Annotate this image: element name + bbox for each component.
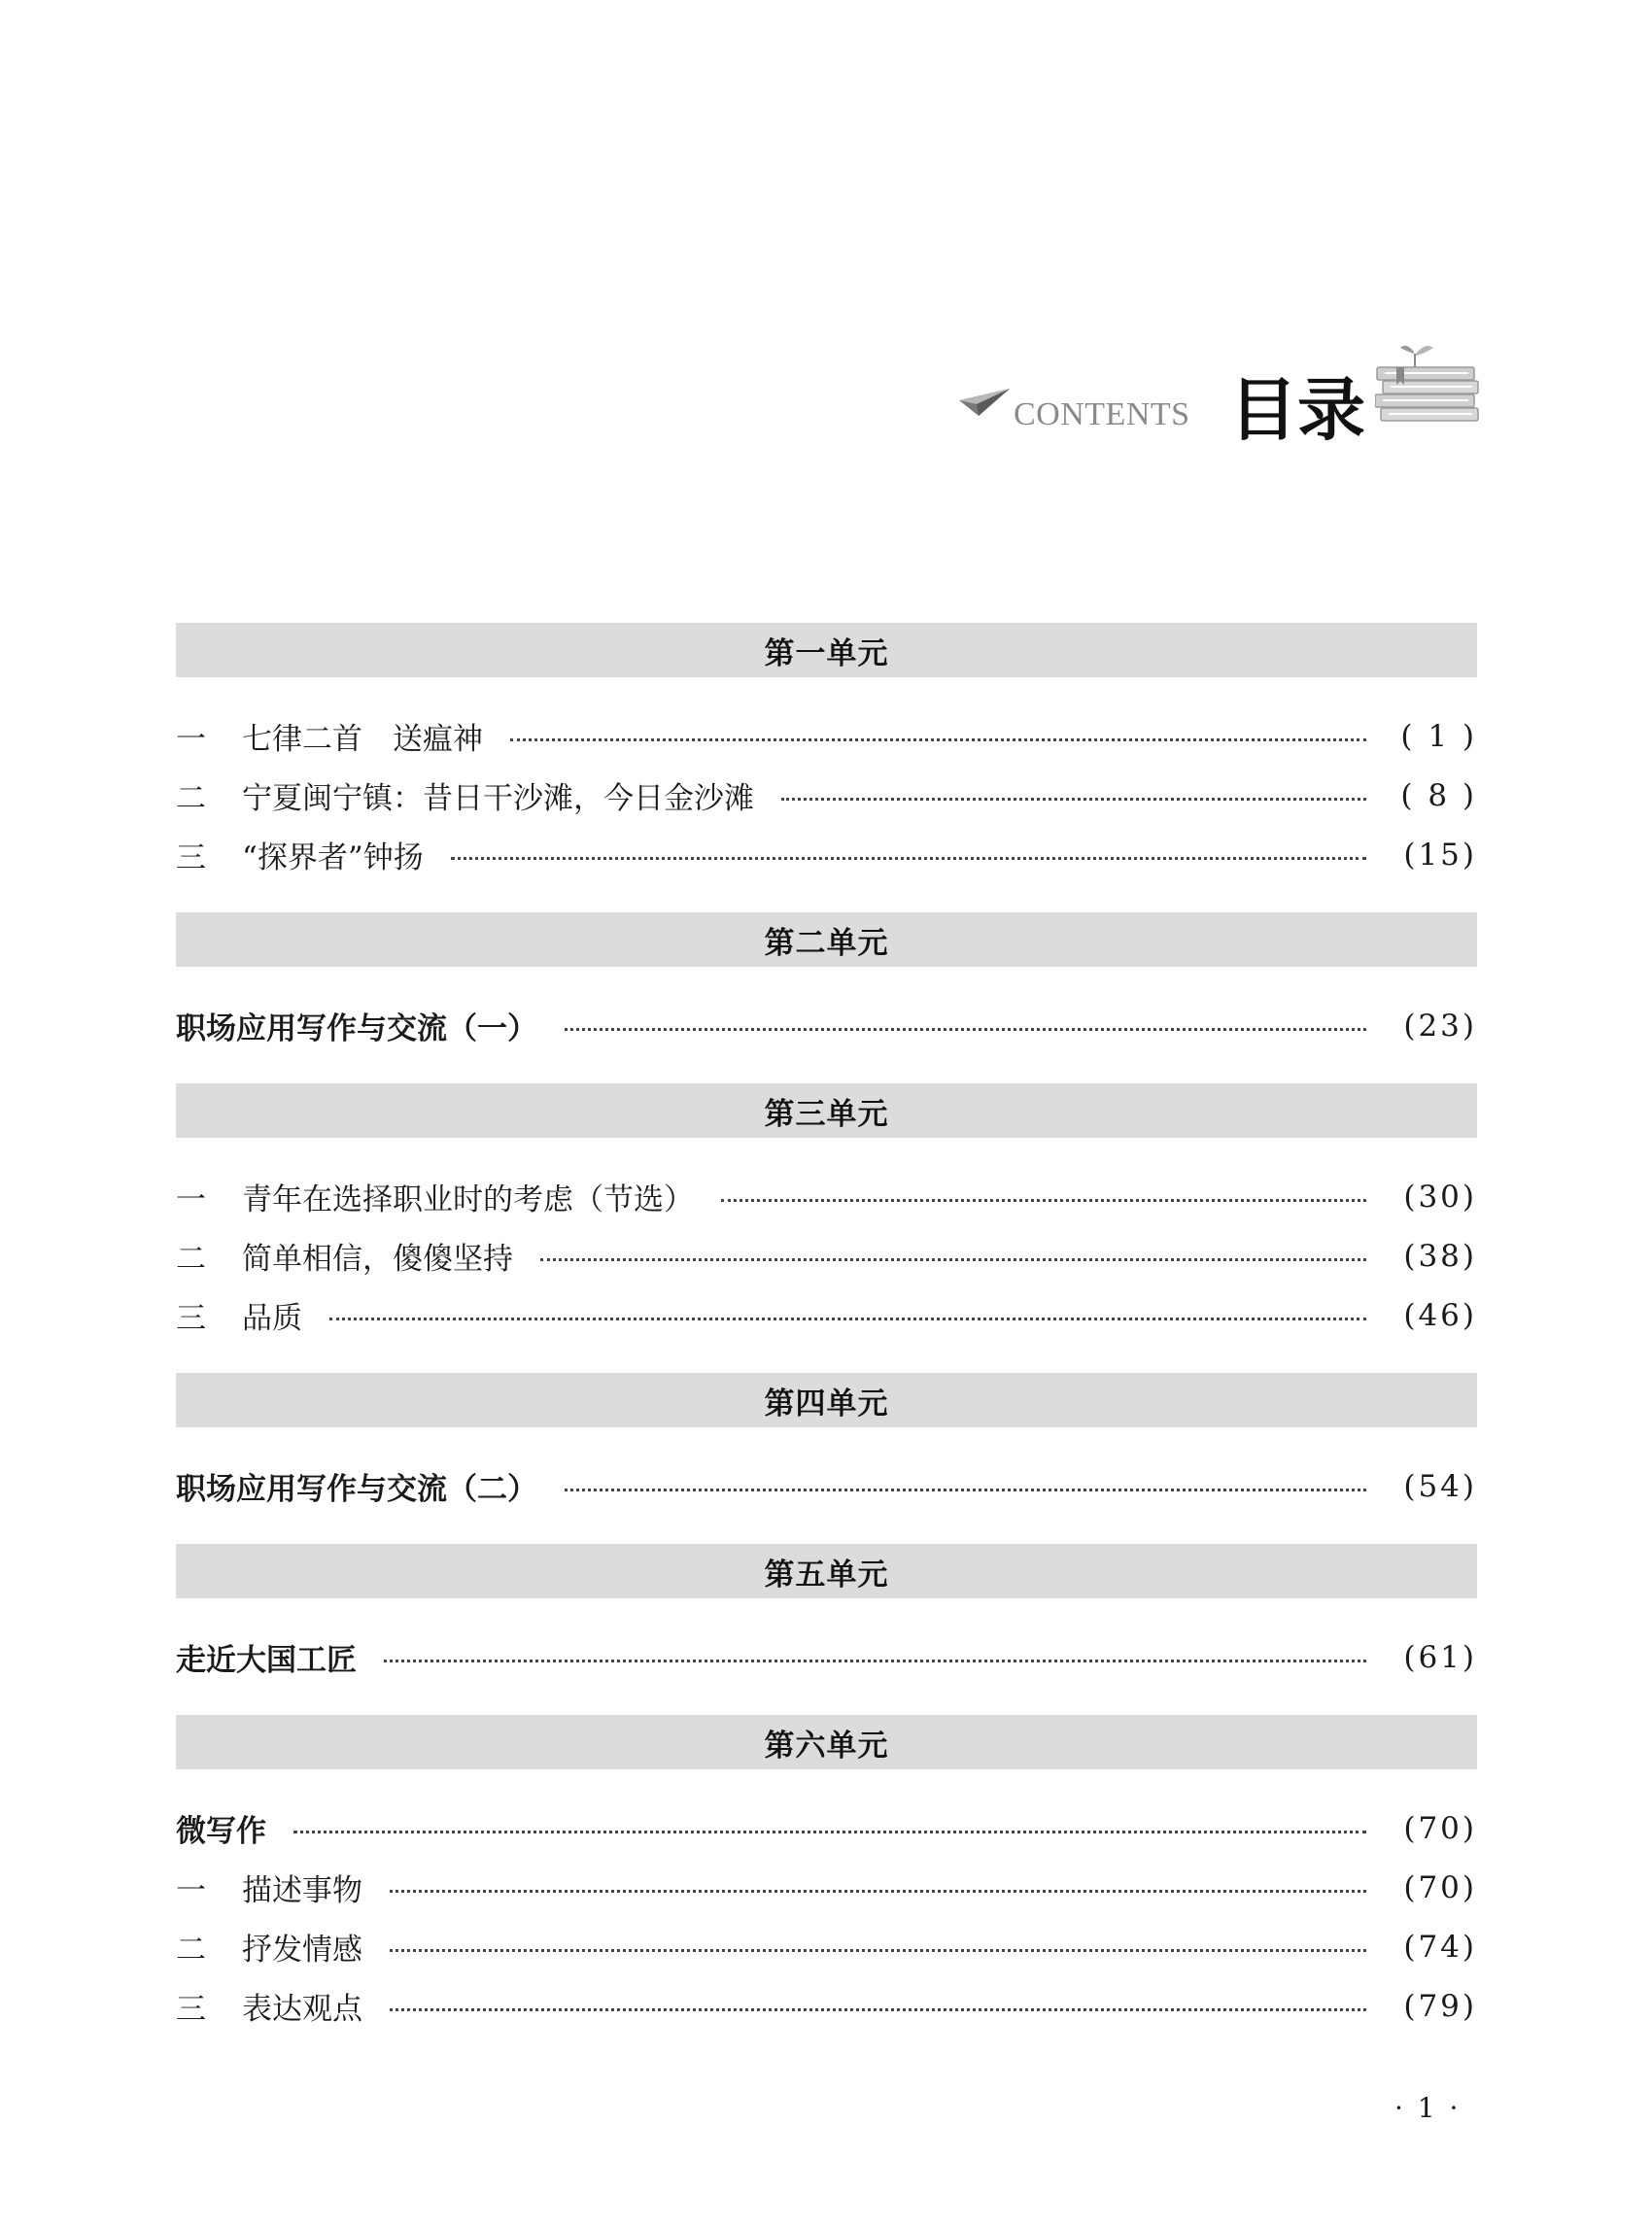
entry-number: 一 — [176, 1182, 206, 1217]
entry-page-number: (70) — [1403, 1869, 1477, 1905]
entry-page-number: (23) — [1403, 1008, 1477, 1044]
contents-label: CONTENTS — [1014, 396, 1190, 432]
book-stack-icon — [1375, 340, 1482, 437]
entry-number: 二 — [176, 1242, 206, 1277]
toc-entry[interactable] — [176, 1456, 1477, 1516]
toc-entry[interactable] — [176, 706, 1477, 766]
page-title: 目录 — [1229, 370, 1365, 450]
toc-entry[interactable] — [176, 1226, 1477, 1285]
dot-leader — [721, 1199, 1366, 1202]
table-of-contents — [176, 623, 1477, 2064]
dot-leader — [781, 798, 1366, 801]
entry-page-number: (79) — [1403, 1988, 1477, 2024]
entry-title: 描述事物 — [242, 1873, 362, 1908]
entry-page-number: (15) — [1403, 837, 1477, 873]
unit-heading: 第四单元 — [176, 1373, 1477, 1427]
toc-entry[interactable] — [176, 1627, 1477, 1687]
entry-number: 一 — [176, 722, 206, 757]
entry-title: 抒发情感 — [242, 1933, 362, 1968]
dot-leader — [510, 738, 1366, 741]
dot-leader — [384, 1660, 1366, 1662]
page-number: · 1 · — [1394, 2092, 1462, 2124]
toc-entry[interactable] — [176, 1285, 1477, 1345]
entry-page-number: (61) — [1403, 1639, 1477, 1675]
entry-number: 二 — [176, 1933, 206, 1968]
entry-page-number: ( 8 ) — [1400, 777, 1477, 813]
toc-entry[interactable] — [176, 766, 1477, 825]
entry-number: 三 — [176, 1301, 206, 1336]
toc-entry[interactable] — [176, 1858, 1477, 1917]
entry-number: 三 — [176, 1992, 206, 2027]
entry-title: 走近大国工匠 — [176, 1643, 357, 1678]
entry-title: 简单相信，傻傻坚持 — [242, 1242, 513, 1277]
toc-entry[interactable] — [176, 1976, 1477, 2036]
toc-entry[interactable] — [176, 825, 1477, 884]
toc-entry[interactable] — [176, 996, 1477, 1055]
entry-number: 一 — [176, 1873, 206, 1908]
unit-heading: 第六单元 — [176, 1715, 1477, 1769]
unit-heading: 第五单元 — [176, 1544, 1477, 1598]
entry-title: 七律二首 送瘟神 — [242, 722, 483, 757]
entry-page-number: (38) — [1403, 1238, 1477, 1274]
entry-title: 微写作 — [176, 1814, 266, 1849]
entry-title: 宁夏闽宁镇：昔日干沙滩，今日金沙滩 — [242, 781, 754, 816]
dot-leader — [390, 1890, 1366, 1893]
toc-entry[interactable] — [176, 1167, 1477, 1226]
paper-plane-icon — [957, 387, 1012, 418]
dot-leader — [293, 1831, 1366, 1833]
entry-title: 职场应用写作与交流（二） — [176, 1472, 537, 1507]
entry-title: 职场应用写作与交流（一） — [176, 1011, 537, 1046]
dot-leader — [540, 1258, 1366, 1261]
entry-page-number: (54) — [1403, 1468, 1477, 1504]
unit-heading: 第三单元 — [176, 1083, 1477, 1138]
unit-heading: 第二单元 — [176, 912, 1477, 967]
toc-entry[interactable] — [176, 1917, 1477, 1976]
entry-number: 二 — [176, 781, 206, 816]
dot-leader — [390, 1949, 1366, 1952]
dot-leader — [565, 1489, 1366, 1491]
entry-page-number: (70) — [1403, 1810, 1477, 1846]
dot-leader — [565, 1028, 1366, 1031]
toc-entry[interactable] — [176, 1798, 1477, 1858]
dot-leader — [329, 1318, 1366, 1320]
entry-page-number: (30) — [1403, 1179, 1477, 1215]
entry-page-number: ( 1 ) — [1400, 718, 1477, 754]
unit-heading: 第一单元 — [176, 623, 1477, 677]
entry-number: 三 — [176, 840, 206, 875]
dot-leader — [451, 857, 1366, 860]
entry-title: 青年在选择职业时的考虑（节选） — [242, 1182, 694, 1217]
entry-title: 品质 — [242, 1301, 302, 1336]
dot-leader — [390, 2008, 1366, 2011]
entry-page-number: (74) — [1403, 1929, 1477, 1965]
entry-title: 表达观点 — [242, 1992, 362, 2027]
entry-page-number: (46) — [1403, 1297, 1477, 1333]
entry-title: “探界者”钟扬 — [242, 840, 424, 875]
contents-header — [957, 340, 1482, 450]
